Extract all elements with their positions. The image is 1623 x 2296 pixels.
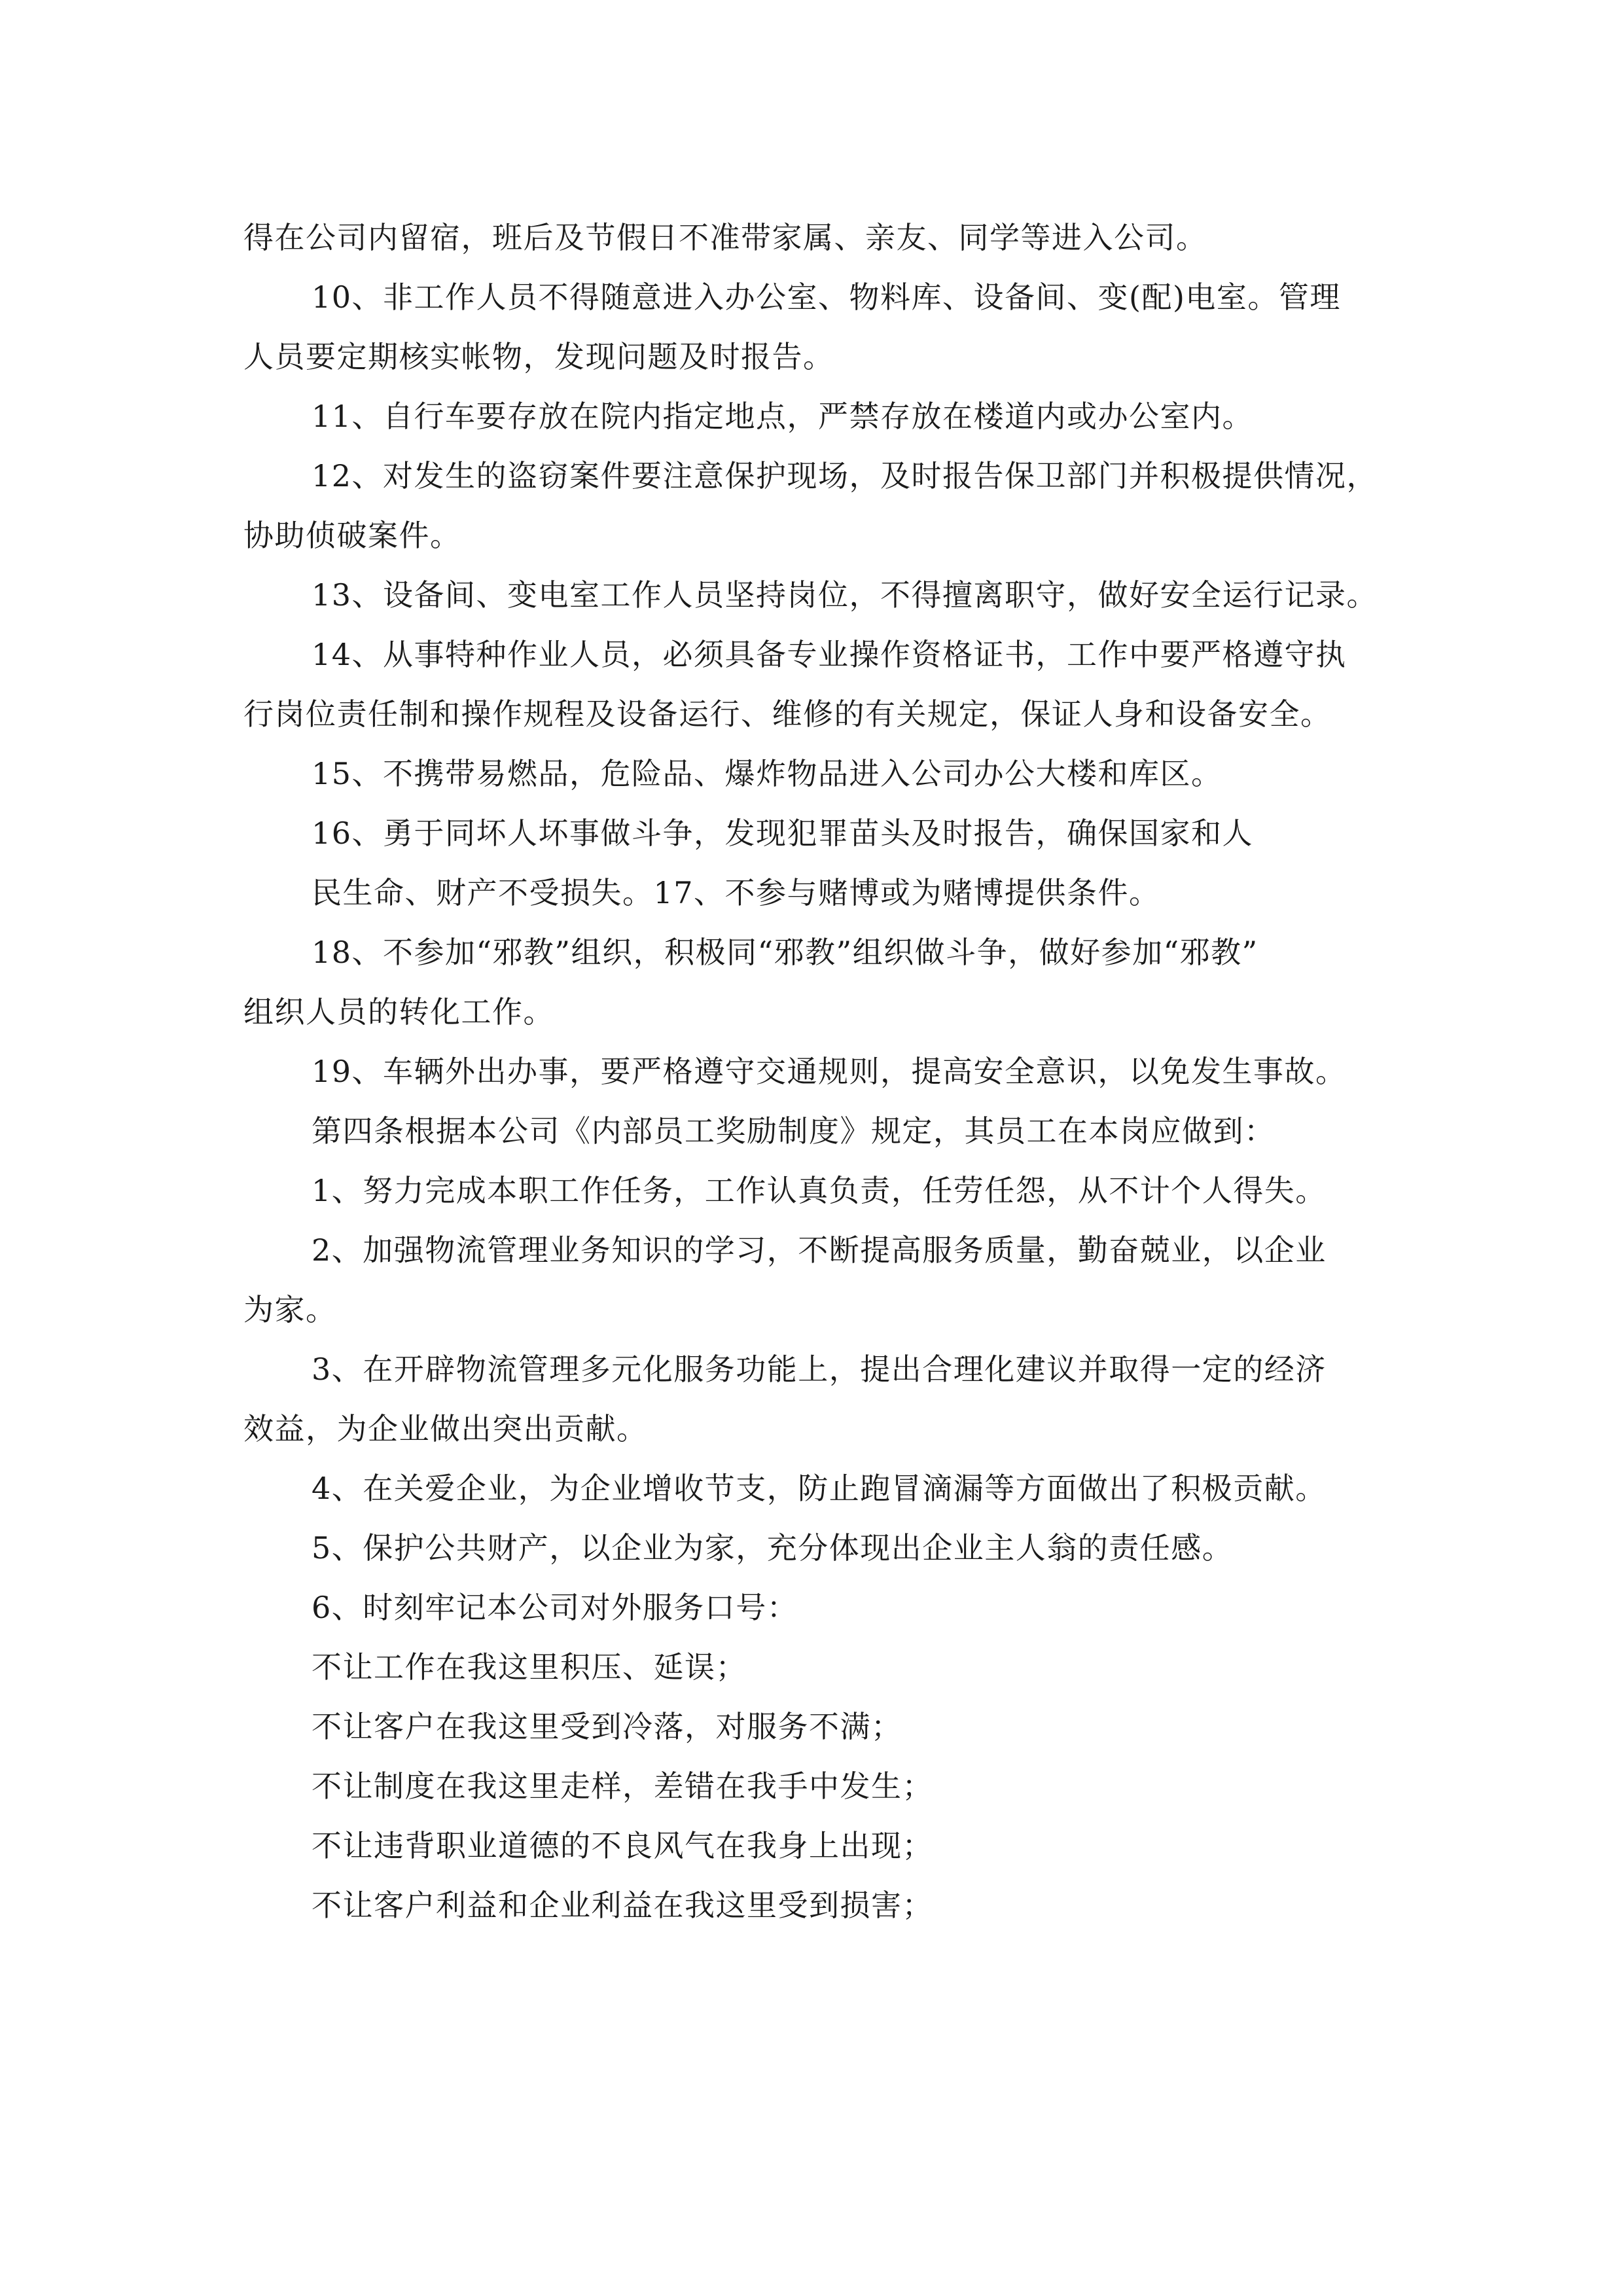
text-line: 行岗位责任制和操作规程及设备运行、维修的有关规定，保证人身和设备安全。 (243, 696, 1332, 732)
text-line: 得在公司内留宿，班后及节假日不准带家属、亲友、同学等进入公司。 (243, 220, 1207, 255)
text-line: 15、不携带易燃品，危险品、爆炸物品进入公司办公大楼和库区。 (312, 756, 1222, 791)
text-line: 2、加强物流管理业务知识的学习，不断提高服务质量，勤奋兢业，以企业 (312, 1232, 1327, 1268)
text-line: 不让制度在我这里走样，差错在我手中发生； (312, 1768, 933, 1804)
text-line: 3、在开辟物流管理多元化服务功能上，提出合理化建议并取得一定的经济 (312, 1352, 1327, 1387)
text-line: 为家。 (243, 1292, 337, 1327)
text-line: 4、在关爱企业，为企业增收节支，防止跑冒滴漏等方面做出了积极贡献。 (312, 1471, 1327, 1506)
text-line: 人员要定期核实帐物，发现问题及时报告。 (243, 339, 834, 374)
text-line: 民生命、财产不受损失。17、不参与赌博或为赌博提供条件。 (312, 875, 1160, 910)
text-line: 不让客户在我这里受到冷落，对服务不满； (312, 1709, 902, 1744)
document-body (243, 208, 1382, 1935)
text-line: 协助侦破案件。 (243, 518, 461, 553)
text-line: 不让客户利益和企业利益在我这里受到损害； (312, 1888, 933, 1923)
text-line: 组织人员的转化工作。 (243, 994, 554, 1030)
text-line: 效益，为企业做出突出贡献。 (243, 1411, 648, 1446)
text-line: 6、时刻牢记本公司对外服务口号： (312, 1590, 798, 1625)
text-line: 16、勇于同坏人坏事做斗争，发现犯罪苗头及时报告，确保国家和人 (312, 816, 1254, 851)
text-line: 18、不参加“邪教”组织，积极同“邪教”组织做斗争，做好参加“邪教” (312, 935, 1258, 970)
text-line: 11、自行车要存放在院内指定地点，严禁存放在楼道内或办公室内。 (312, 399, 1254, 434)
text-line: 第四条根据本公司《内部员工奖励制度》规定，其员工在本岗应做到： (312, 1113, 1275, 1149)
text-line: 19、车辆外出办事，要严格遵守交通规则，提高安全意识，以免发生事故。 (312, 1054, 1347, 1089)
text-line: 10、非工作人员不得随意进入办公室、物料库、设备间、变(配)电室。管理 (312, 279, 1341, 315)
text-line: 5、保护公共财产，以企业为家，充分体现出企业主人翁的责任感。 (312, 1530, 1234, 1566)
text-line: 14、从事特种作业人员，必须具备专业操作资格证书，工作中要严格遵守执 (312, 637, 1347, 672)
text-line: 13、设备间、变电室工作人员坚持岗位，不得擅离职守，做好安全运行记录。 (312, 577, 1378, 613)
text-line: 1、努力完成本职工作任务，工作认真负责，任劳任怨，从不计个人得失。 (312, 1173, 1327, 1208)
text-line: 不让违背职业道德的不良风气在我身上出现； (312, 1828, 933, 1863)
text-line: 不让工作在我这里积压、延误； (312, 1649, 747, 1685)
text-line: 12、对发生的盗窃案件要注意保护现场，及时报告保卫部门并积极提供情况， (312, 458, 1378, 493)
